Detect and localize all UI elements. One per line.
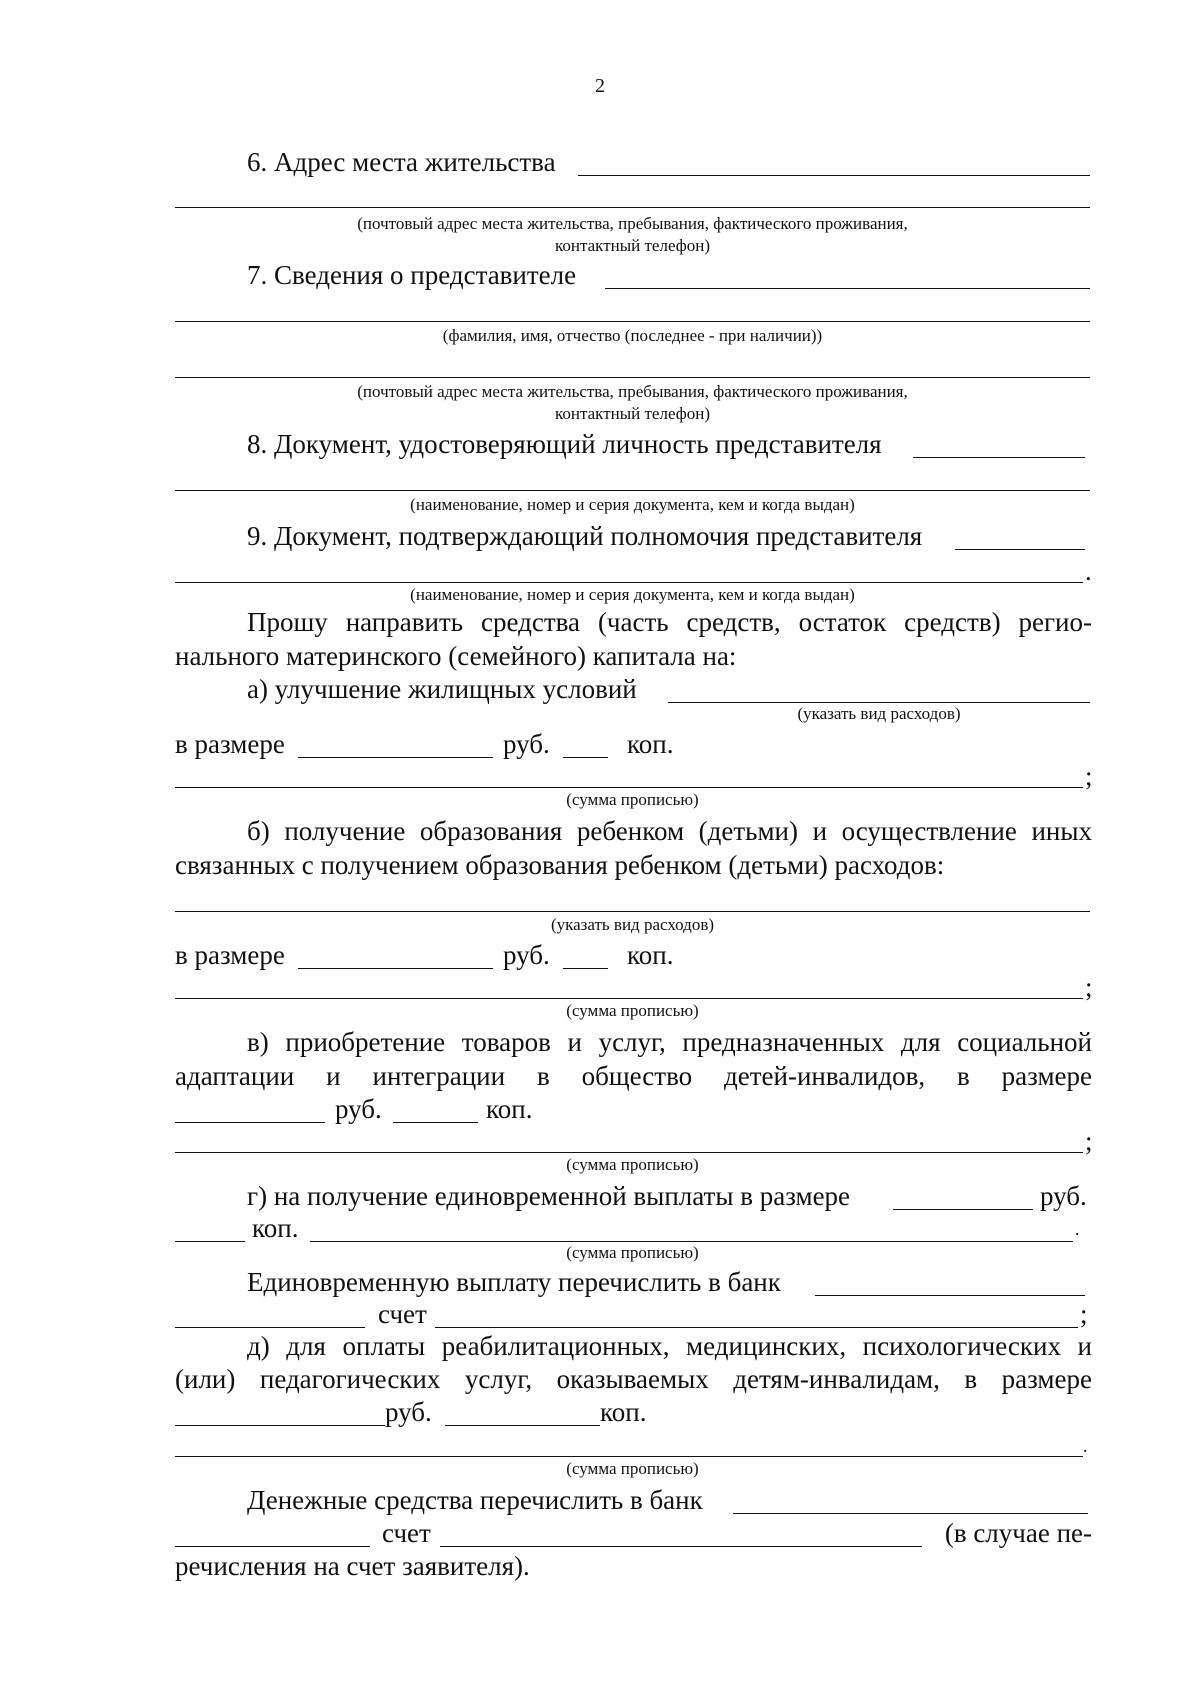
address-label: 6. Адрес места жительства bbox=[247, 147, 556, 177]
representative-authority-end: . bbox=[1085, 556, 1092, 586]
option-d-rub-field[interactable] bbox=[175, 1425, 385, 1426]
option-b-amount-prefix: в размере bbox=[175, 940, 285, 970]
representative-authority-field-line[interactable] bbox=[955, 549, 1085, 550]
address-field-line-2[interactable] bbox=[175, 207, 1090, 208]
option-d-rub: руб. bbox=[385, 1397, 432, 1427]
option-v-kop-field[interactable] bbox=[393, 1122, 478, 1123]
option-g-bank-label: Единовременную выплату перечислить в банк bbox=[247, 1267, 781, 1297]
representative-authority-field-line-2[interactable] bbox=[175, 582, 1083, 583]
representative-field-line[interactable] bbox=[605, 288, 1090, 289]
option-b-expense-line[interactable] bbox=[175, 911, 1090, 912]
option-g-kop-field[interactable] bbox=[175, 1241, 245, 1242]
account-note: (в случае пе- bbox=[944, 1518, 1092, 1548]
option-b-sum-line[interactable] bbox=[175, 998, 1083, 999]
representative-name-line[interactable] bbox=[175, 321, 1090, 322]
option-a-kop-field[interactable] bbox=[563, 757, 608, 758]
representative-address-caption-1: (почтовый адрес места жительства, пребывания, фактического проживания, bbox=[357, 382, 908, 401]
option-a-label: а) улучшение жилищных условий bbox=[247, 674, 637, 704]
option-a-expense-line[interactable] bbox=[668, 702, 1090, 703]
option-v-line2: адаптации и интеграции в общество детей-инвалидов, в размере bbox=[175, 1061, 1092, 1091]
option-g-account-field[interactable] bbox=[435, 1327, 1078, 1328]
option-b-kop-field[interactable] bbox=[563, 968, 608, 969]
address-caption-1: (почтовый адрес места жительства, пребывания, фактического проживания, bbox=[357, 214, 908, 233]
option-g-line1: г) на получение единовременной выплаты в размере bbox=[247, 1181, 851, 1211]
account-field[interactable] bbox=[440, 1546, 922, 1547]
representative-address-line[interactable] bbox=[175, 377, 1090, 378]
option-g-sum-line[interactable] bbox=[310, 1241, 1073, 1242]
option-g-account-end: ; bbox=[1080, 1299, 1088, 1329]
option-b-sum-caption: (сумма прописью) bbox=[566, 1001, 699, 1020]
option-v-line1: в) приобретение товаров и услуг, предназначенных для социальной bbox=[247, 1027, 1092, 1057]
address-caption-2: контактный телефон) bbox=[555, 236, 710, 255]
representative-id-field-line-2[interactable] bbox=[175, 490, 1090, 491]
option-d-sum-end: . bbox=[1083, 1436, 1088, 1456]
option-b-line2: связанных с получением образования ребенком (детьми) расходов: bbox=[175, 850, 945, 880]
request-intro-line2: нального материнского (семейного) капитала на: bbox=[175, 641, 737, 671]
option-d-line1: д) для оплаты реабилитационных, медицинских, психологических и bbox=[247, 1331, 1092, 1361]
representative-label: 7. Сведения о представителе bbox=[247, 260, 577, 290]
option-g-kop: коп. bbox=[252, 1213, 299, 1243]
representative-id-field-line[interactable] bbox=[913, 457, 1085, 458]
option-v-rub-field[interactable] bbox=[175, 1122, 325, 1123]
option-v-sum-line[interactable] bbox=[175, 1152, 1083, 1153]
option-g-sum-end: . bbox=[1075, 1219, 1080, 1239]
representative-name-caption: (фамилия, имя, отчество (последнее - при наличии)) bbox=[442, 326, 823, 345]
option-a-rub-field[interactable] bbox=[298, 757, 493, 758]
option-d-sum-caption: (сумма прописью) bbox=[566, 1459, 699, 1478]
address-field-line[interactable] bbox=[578, 175, 1090, 176]
option-b-line1: б) получение образования ребенком (детьми) и осуществление иных bbox=[247, 816, 1092, 846]
final-line: речисления на счет заявителя). bbox=[175, 1551, 530, 1581]
option-b-rub: руб. bbox=[503, 940, 550, 970]
option-a-caption: (указать вид расходов) bbox=[797, 704, 961, 723]
account-label: счет bbox=[382, 1518, 431, 1548]
page-number: 2 bbox=[595, 75, 605, 97]
bank-label: Денежные средства перечислить в банк bbox=[247, 1485, 703, 1515]
option-d-sum-line[interactable] bbox=[175, 1456, 1083, 1457]
option-v-sum-caption: (сумма прописью) bbox=[566, 1155, 699, 1174]
option-a-sum-end: ; bbox=[1085, 761, 1093, 791]
option-b-caption: (указать вид расходов) bbox=[550, 915, 715, 934]
option-b-kop: коп. bbox=[627, 940, 674, 970]
option-a-rub: руб. bbox=[503, 729, 550, 759]
option-v-rub: руб. bbox=[335, 1094, 382, 1124]
option-d-kop-field[interactable] bbox=[445, 1425, 600, 1426]
option-v-sum-end: ; bbox=[1085, 1126, 1093, 1156]
option-g-bank-field[interactable] bbox=[815, 1295, 1085, 1296]
option-g-account-prefix-line[interactable] bbox=[175, 1327, 365, 1328]
representative-authority-label: 9. Документ, подтверждающий полномочия представителя bbox=[247, 521, 923, 551]
option-a-sum-line[interactable] bbox=[175, 787, 1083, 788]
option-a-amount-prefix: в размере bbox=[175, 729, 285, 759]
representative-id-caption: (наименование, номер и серия документа, кем и когда выдан) bbox=[410, 495, 855, 514]
option-g-rub-field[interactable] bbox=[893, 1209, 1033, 1210]
representative-address-caption-2: контактный телефон) bbox=[555, 404, 710, 423]
option-g-sum-caption: (сумма прописью) bbox=[566, 1243, 699, 1262]
representative-id-label: 8. Документ, удостоверяющий личность представителя bbox=[247, 429, 882, 459]
option-a-sum-caption: (сумма прописью) bbox=[566, 790, 699, 809]
option-b-sum-end: ; bbox=[1085, 972, 1093, 1002]
option-v-kop: коп. bbox=[486, 1094, 533, 1124]
representative-authority-caption: (наименование, номер и серия документа, кем и когда выдан) bbox=[410, 585, 855, 604]
account-prefix-line[interactable] bbox=[175, 1546, 370, 1547]
option-d-line2: (или) педагогических услуг, оказываемых детям-инвалидам, в размере bbox=[175, 1364, 1092, 1394]
request-intro-line1: Прошу направить средства (часть средств, остаток средств) регио- bbox=[247, 607, 1092, 637]
option-b-rub-field[interactable] bbox=[298, 968, 493, 969]
bank-field[interactable] bbox=[733, 1513, 1088, 1514]
option-g-account-label: счет bbox=[378, 1299, 427, 1329]
option-g-rub: руб. bbox=[1040, 1181, 1087, 1211]
option-a-kop: коп. bbox=[627, 729, 674, 759]
option-d-kop: коп. bbox=[600, 1397, 647, 1427]
